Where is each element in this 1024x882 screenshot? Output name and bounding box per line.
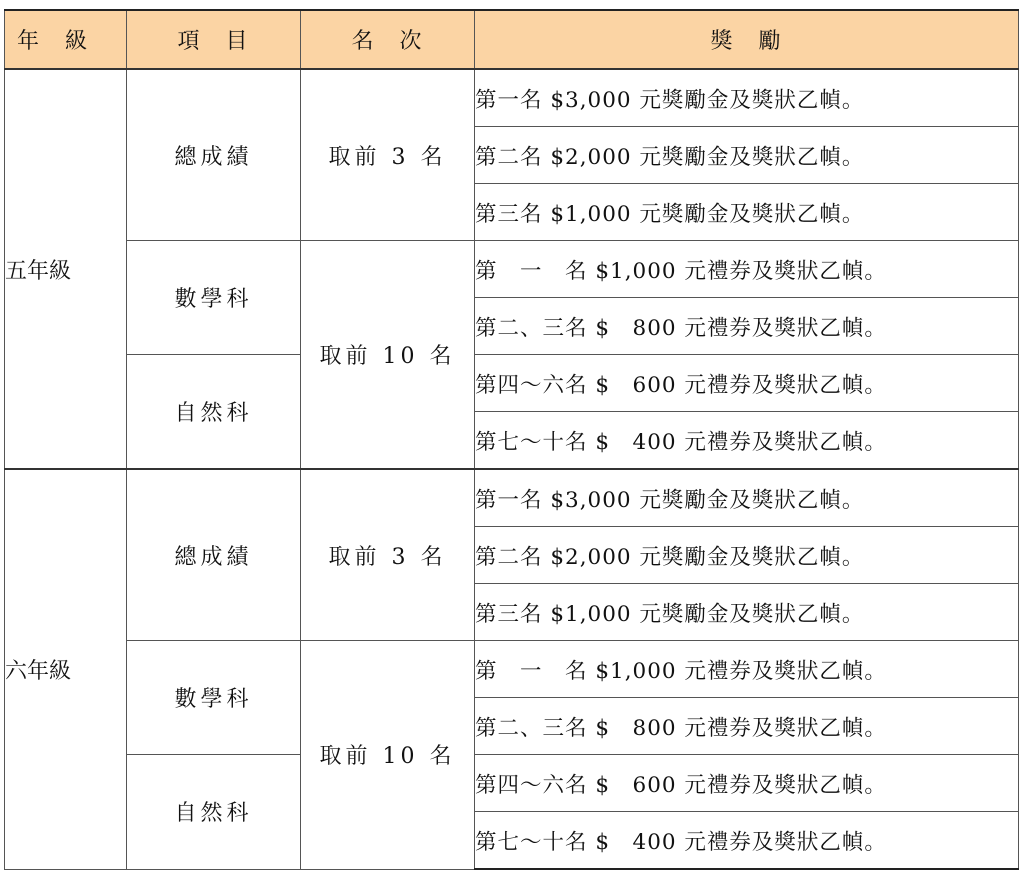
- reward-cell: 第二、三名 $ 800 元禮券及獎狀乙幀。: [475, 298, 1019, 355]
- subject-science-cell: 自然科: [127, 355, 301, 470]
- header-row: [5, 10, 1019, 69]
- reward-cell: 第七～十名 $ 400 元禮券及獎狀乙幀。: [475, 412, 1019, 470]
- reward-cell: 第二名 $2,000 元獎勵金及獎狀乙幀。: [475, 527, 1019, 584]
- reward-cell: 第四～六名 $ 600 元禮券及獎狀乙幀。: [475, 355, 1019, 412]
- reward-cell: 第一名 $3,000 元獎勵金及獎狀乙幀。: [475, 69, 1019, 127]
- grade-six-cell: 六年級: [5, 469, 127, 869]
- grade-five-cell: 五年級: [5, 69, 127, 469]
- rank-top10-cell: 取前 10 名: [301, 241, 475, 470]
- subject-math-cell: 數學科: [127, 641, 301, 755]
- table-row: [5, 241, 1019, 298]
- reward-cell: 第 一 名 $1,000 元禮券及獎狀乙幀。: [475, 641, 1019, 698]
- header-item: 項 目: [127, 10, 301, 69]
- rank-top10-cell: 取前 10 名: [301, 641, 475, 870]
- reward-cell: 第 一 名 $1,000 元禮券及獎狀乙幀。: [475, 241, 1019, 298]
- table-row: [5, 469, 1019, 527]
- header-grade: 年 級: [5, 10, 127, 69]
- header-reward: 獎 勵: [475, 10, 1019, 69]
- header-rank: 名 次: [301, 10, 475, 69]
- rank-top3-cell: 取前 3 名: [301, 69, 475, 241]
- subject-science-cell: 自然科: [127, 755, 301, 870]
- reward-cell: 第二名 $2,000 元獎勵金及獎狀乙幀。: [475, 127, 1019, 184]
- reward-cell: 第三名 $1,000 元獎勵金及獎狀乙幀。: [475, 584, 1019, 641]
- reward-cell: 第七～十名 $ 400 元禮券及獎狀乙幀。: [475, 812, 1019, 870]
- table-row: [5, 69, 1019, 127]
- subject-math-cell: 數學科: [127, 241, 301, 355]
- table-row: [5, 355, 1019, 412]
- rank-top3-cell: 取前 3 名: [301, 469, 475, 641]
- table-row: [5, 641, 1019, 698]
- table-row: [5, 755, 1019, 812]
- subject-overall-cell: 總成績: [127, 69, 301, 241]
- reward-cell: 第四～六名 $ 600 元禮券及獎狀乙幀。: [475, 755, 1019, 812]
- reward-cell: 第三名 $1,000 元獎勵金及獎狀乙幀。: [475, 184, 1019, 241]
- awards-table: [4, 9, 1019, 870]
- reward-cell: 第二、三名 $ 800 元禮券及獎狀乙幀。: [475, 698, 1019, 755]
- subject-overall-cell: 總成績: [127, 469, 301, 641]
- reward-cell: 第一名 $3,000 元獎勵金及獎狀乙幀。: [475, 469, 1019, 527]
